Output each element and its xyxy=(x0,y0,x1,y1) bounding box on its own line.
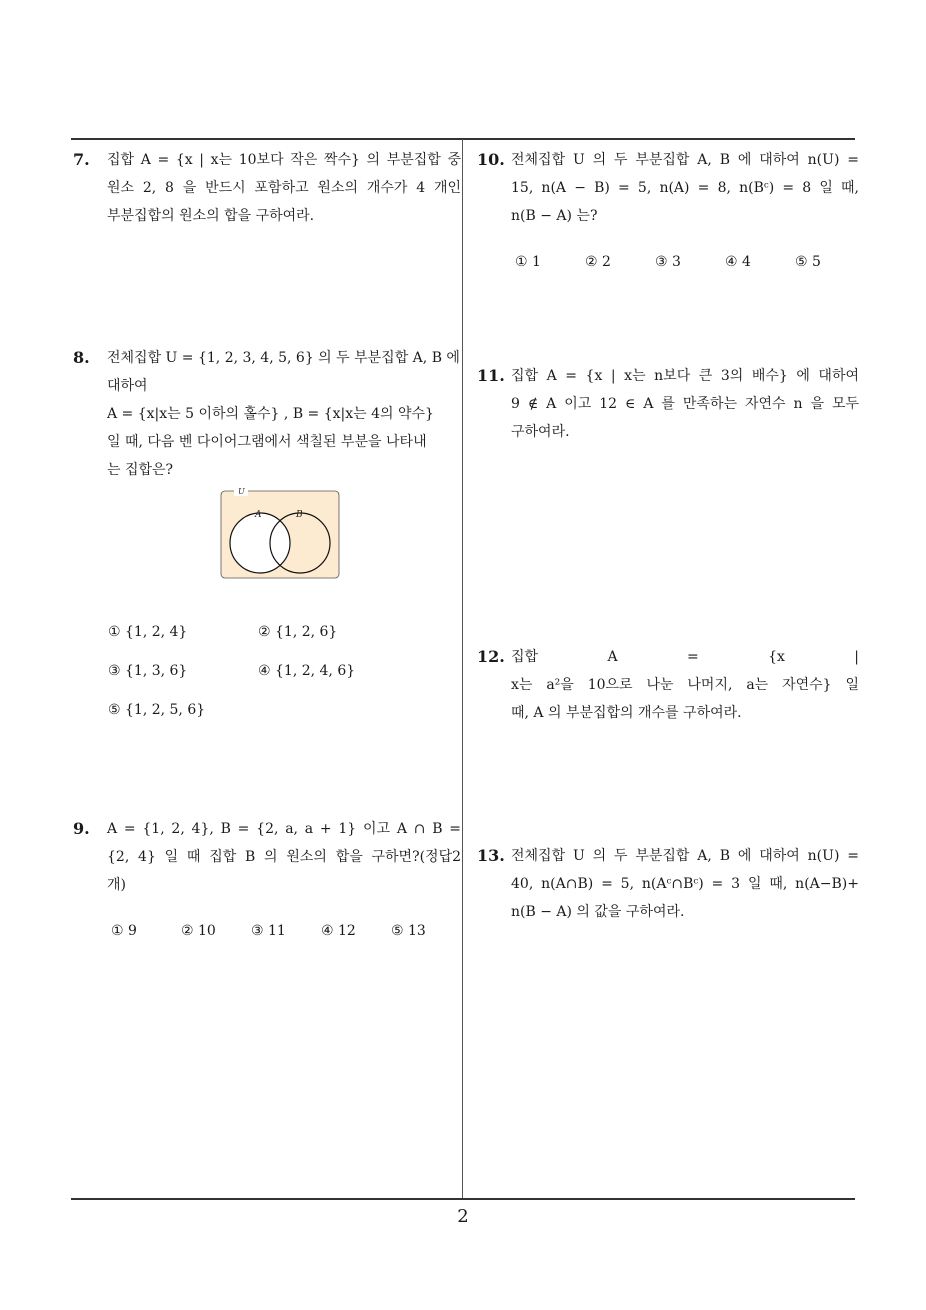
question-number: 7. xyxy=(73,150,90,169)
question-8-choices xyxy=(108,624,408,741)
question-text-line: 원소 2, 8 을 반드시 포함하고 원소의 개수가 4 개인 xyxy=(107,180,461,196)
bottom-rule xyxy=(71,1198,855,1200)
venn-set-a-label: A xyxy=(255,510,262,520)
question-text-line: A = {1, 2, 4}, B = {2, a, a + 1} 이고 A ∩ B = xyxy=(107,821,461,837)
question-text-line: 15, n(A − B) = 5, n(A) = 8, n(Bᶜ) = 8 일 때, xyxy=(511,180,859,196)
choice-5[interactable]: ⑤ 5 xyxy=(795,254,821,270)
question-text-line: 9 ∉ A 이고 12 ∈ A 를 만족하는 자연수 n 을 모두 xyxy=(511,396,859,412)
choice-3[interactable]: ③ {1, 3, 6} xyxy=(108,663,188,679)
choice-1[interactable]: ① 9 xyxy=(111,923,137,939)
question-number: 9. xyxy=(73,819,90,838)
choice-5[interactable]: ⑤ 13 xyxy=(391,923,426,939)
question-9 xyxy=(73,815,461,945)
choice-3[interactable]: ③ 3 xyxy=(655,254,681,270)
choice-5[interactable]: ⑤ {1, 2, 5, 6} xyxy=(108,702,206,718)
venn-diagram xyxy=(220,488,340,580)
choice-4[interactable]: ④ 4 xyxy=(725,254,751,270)
question-number: 13. xyxy=(477,846,505,865)
question-text-line: 집합 A = {x | xyxy=(511,649,859,665)
question-text-line: 때, A 의 부분집합의 개수를 구하여라. xyxy=(511,705,742,721)
question-number: 11. xyxy=(477,366,505,385)
choice-4[interactable]: ④ 12 xyxy=(321,923,356,939)
question-text-line: n(B − A) 의 값을 구하여라. xyxy=(511,904,685,920)
choice-1[interactable]: ① 1 xyxy=(515,254,541,270)
question-text-line: 대하여 xyxy=(107,378,148,394)
page-number: 2 xyxy=(457,1206,469,1227)
choice-2[interactable]: ② {1, 2, 6} xyxy=(258,624,338,640)
question-text-line: A = {x|x는 5 이하의 홀수} , B = {x|x는 4의 약수} xyxy=(107,406,434,422)
question-text-line: 전체집합 U 의 두 부분집합 A, B 에 대하여 n(U) = xyxy=(511,152,859,168)
top-rule xyxy=(71,138,855,140)
question-13 xyxy=(477,842,859,926)
question-text-line: 전체집합 U = {1, 2, 3, 4, 5, 6} 의 두 부분집합 A, B 에 xyxy=(107,350,460,366)
venn-circle-a xyxy=(230,513,290,573)
question-text-line: 집합 A = {x | x는 10보다 작은 짝수} 의 부분집합 중 xyxy=(107,152,461,168)
question-8 xyxy=(73,344,461,484)
choice-1[interactable]: ① {1, 2, 4} xyxy=(108,624,188,640)
choice-4[interactable]: ④ {1, 2, 4, 6} xyxy=(258,663,356,679)
question-12 xyxy=(477,643,859,727)
question-text-line: {2, 4} 일 때 집합 B 의 원소의 합을 구하면?(정답2 xyxy=(107,849,461,865)
choice-2[interactable]: ② 2 xyxy=(585,254,611,270)
question-text-line: 집합 A = {x | x는 n보다 큰 3의 배수} 에 대하여 xyxy=(511,368,859,384)
choice-3[interactable]: ③ 11 xyxy=(251,923,286,939)
question-number: 8. xyxy=(73,348,90,367)
venn-universe-label: U xyxy=(238,488,245,496)
question-text-line: x는 a²을 10으로 나눈 나머지, a는 자연수} 일 xyxy=(511,677,859,693)
question-text-line: n(B − A) 는? xyxy=(511,208,598,224)
question-text-line: 는 집합은? xyxy=(107,462,174,478)
question-number: 10. xyxy=(477,150,505,169)
question-10 xyxy=(477,146,859,276)
question-text-line: 개) xyxy=(107,877,126,893)
column-divider xyxy=(462,139,463,1199)
venn-set-b-label: B xyxy=(296,510,303,520)
question-7 xyxy=(73,146,461,230)
question-text-line: 전체집합 U 의 두 부분집합 A, B 에 대하여 n(U) = xyxy=(511,848,859,864)
question-text-line: 40, n(A∩B) = 5, n(Aᶜ∩Bᶜ) = 3 일 때, n(A−B)+ xyxy=(511,876,859,892)
question-number: 12. xyxy=(477,647,505,666)
choice-2[interactable]: ② 10 xyxy=(181,923,216,939)
question-text-line: 부분집합의 원소의 합을 구하여라. xyxy=(107,208,315,224)
question-11 xyxy=(477,362,859,446)
question-text-line: 구하여라. xyxy=(511,424,570,440)
question-text-line: 일 때, 다음 벤 다이어그램에서 색칠된 부분을 나타내 xyxy=(107,434,427,450)
